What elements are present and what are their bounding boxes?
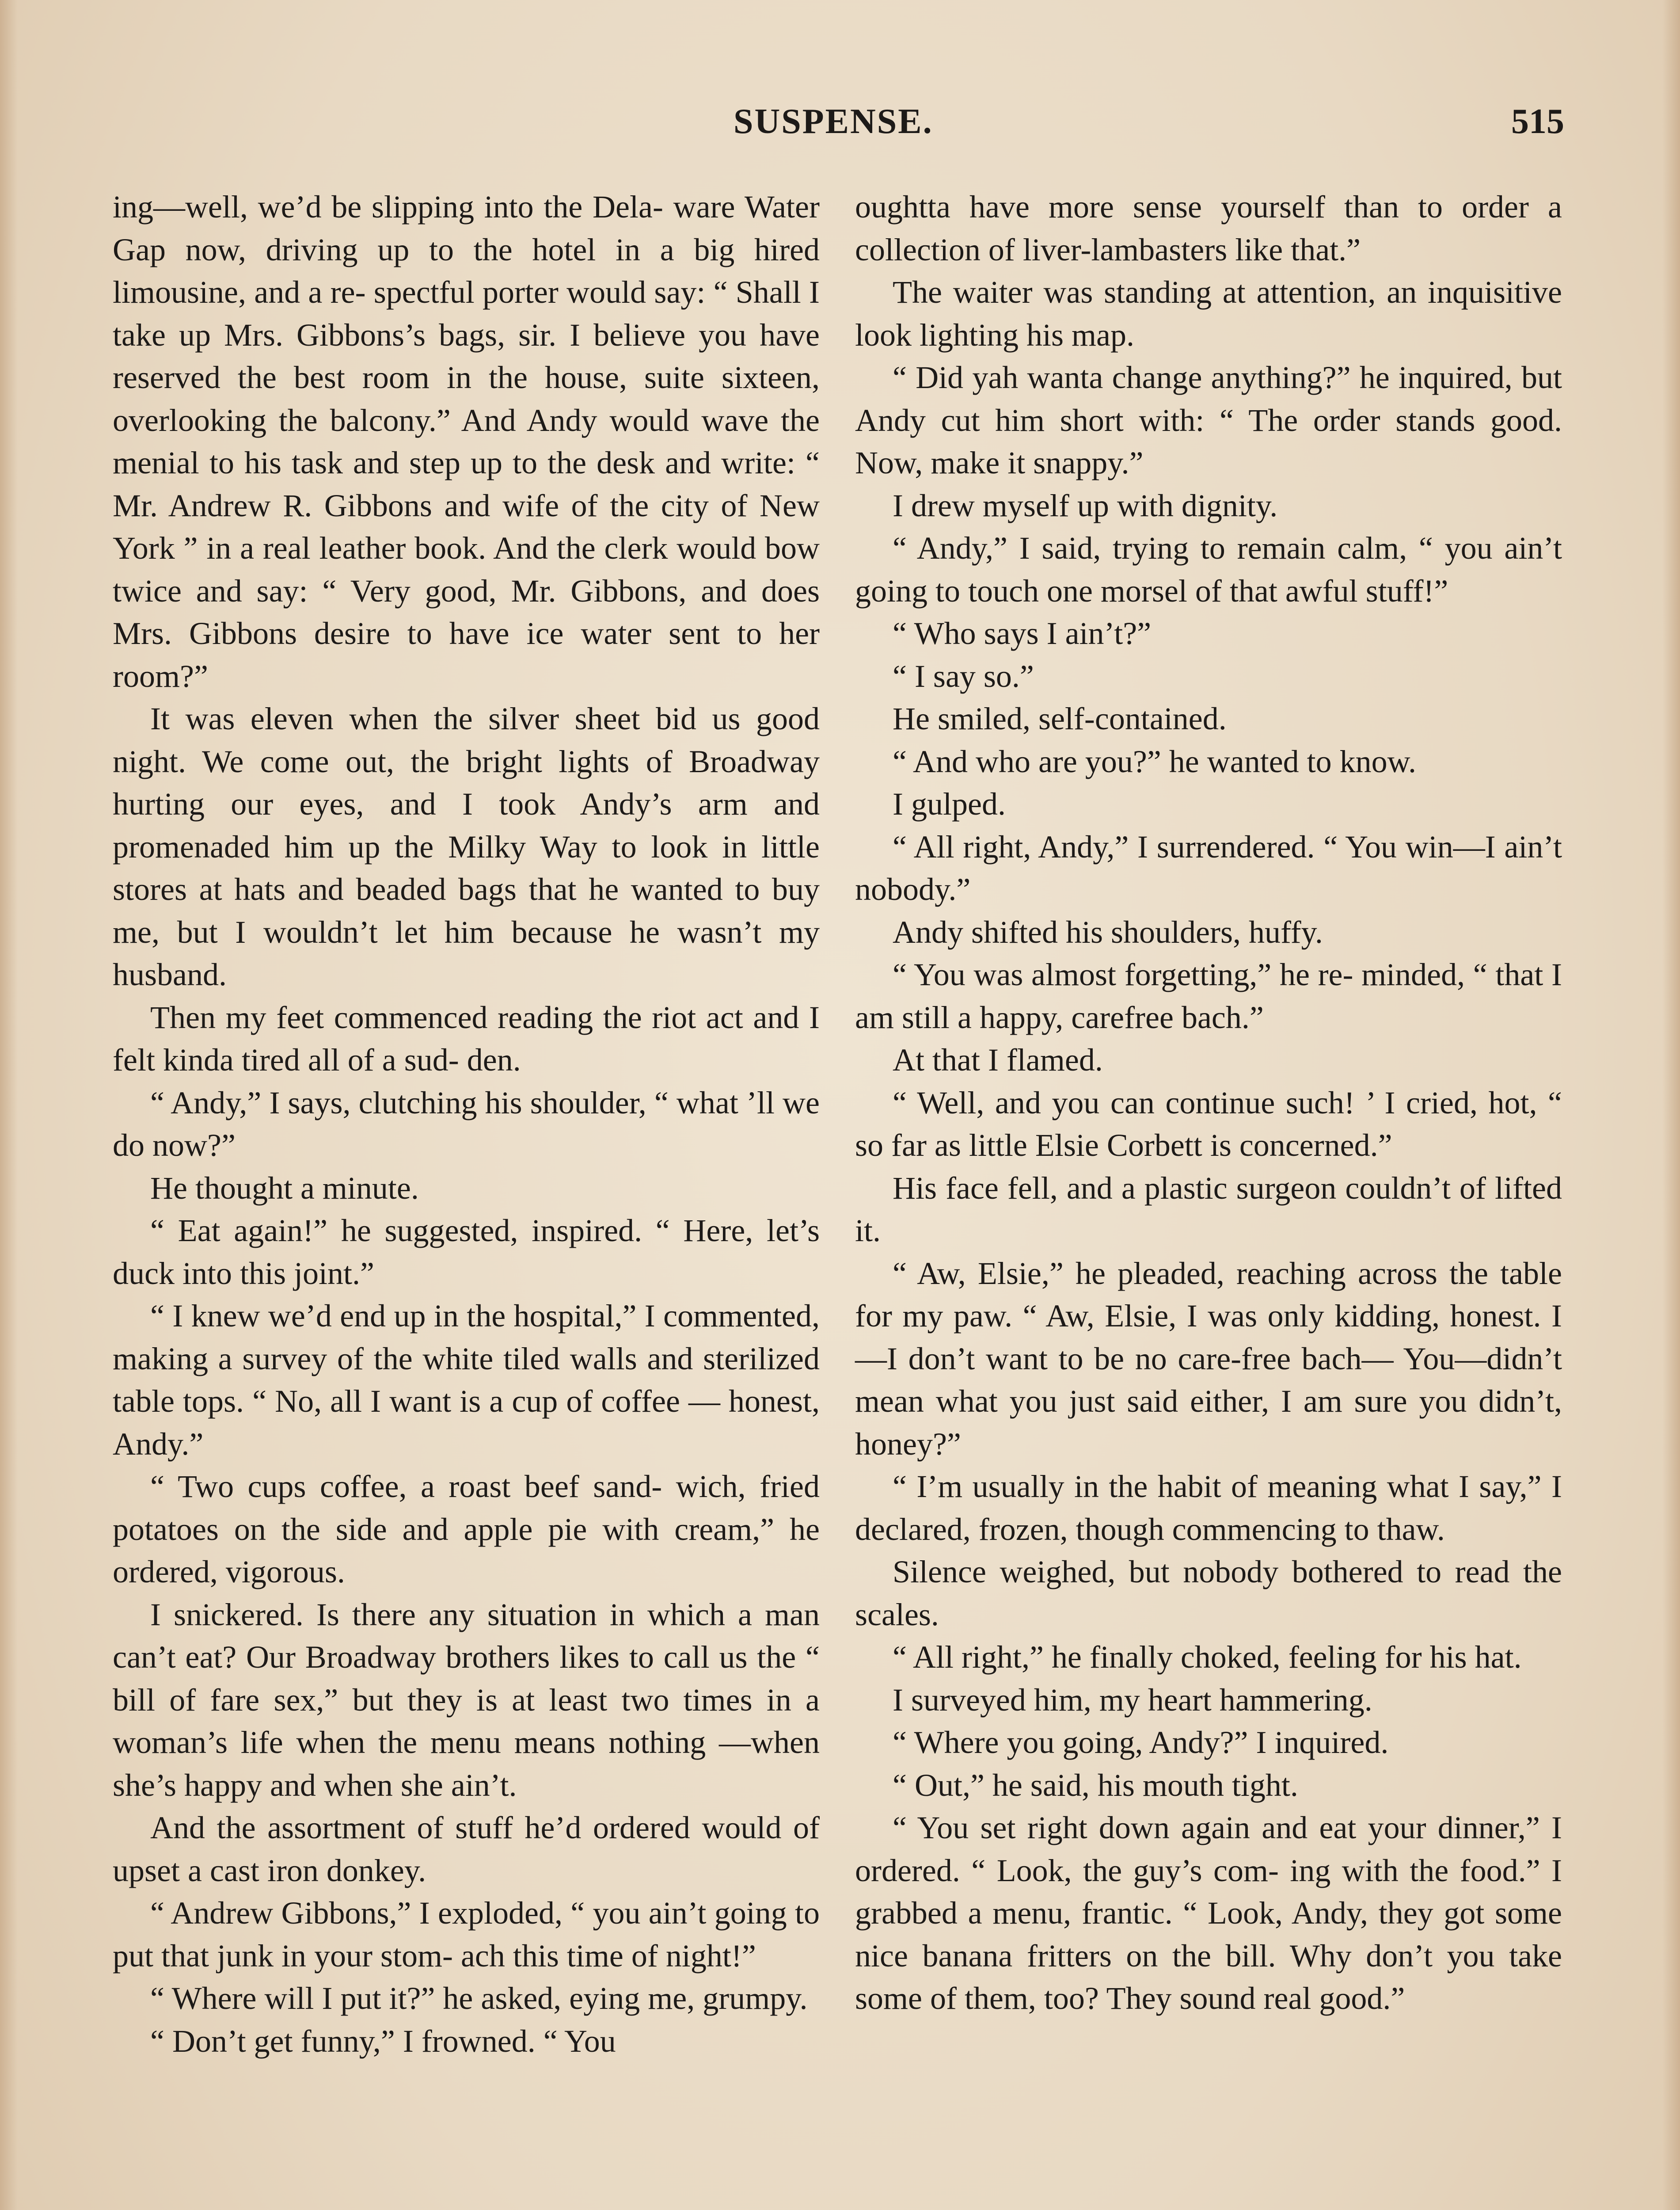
paragraph: “ Two cups coffee, a roast beef sand- wich, fried potatoes on the side and apple pie with cream,” he ordered, vigorous. bbox=[113, 1469, 820, 1589]
paragraph: “ Andy,” I said, trying to remain calm, “ you ain’t going to touch one morsel of that awful stuff!” bbox=[855, 530, 1562, 609]
paragraph: “ All right,” he finally choked, feeling for his hat. bbox=[893, 1639, 1522, 1675]
paragraph: “ Where will I put it?” he asked, eying me, grumpy. bbox=[150, 1981, 808, 2016]
page-edge-left bbox=[0, 0, 18, 2210]
paragraph: I snickered. Is there any situation in which a man can’t eat? Our Broadway brothers likes to call us the “ bill of fare sex,” but they is at least two times in a woman’s life when the menu means nothing —when she’s happy and when she ain’t. bbox=[113, 1597, 820, 1803]
paragraph: “ Don’t get funny,” I frowned. “ You bbox=[150, 2023, 616, 2059]
paragraph: He smiled, self-contained. bbox=[893, 701, 1227, 736]
page-edge-right bbox=[1662, 0, 1680, 2210]
paragraph: “ And who are you?” he wanted to know. bbox=[893, 743, 1416, 779]
paragraph: “ Well, and you can continue such! ’ I cried, hot, “ so far as little Elsie Corbett is concerned.” bbox=[855, 1085, 1562, 1163]
paragraph: “ Aw, Elsie,” he pleaded, reaching across the table for my paw. “ Aw, Elsie, I was only kidding, honest. I—I don’t want to be no care-free bach— You—didn’t mean what you just said either, I am sure you didn’t, honey?” bbox=[855, 1255, 1562, 1462]
paragraph: At that I flamed. bbox=[893, 1042, 1103, 1078]
paragraph: “ Did yah wanta change anything?” he inquired, but Andy cut him short with: “ The order stands good. Now, make it snappy.” bbox=[855, 360, 1562, 480]
paragraph: “ Andy,” I says, clutching his shoulder, “ what ’ll we do now?” bbox=[113, 1085, 820, 1163]
paragraph: And the assortment of stuff he’d ordered would of upset a cast iron donkey. bbox=[113, 1810, 820, 1888]
paragraph: Andy shifted his shoulders, huffy. bbox=[893, 914, 1323, 950]
paragraph: “ Where you going, Andy?” I inquired. bbox=[893, 1725, 1389, 1760]
paragraph: I gulped. bbox=[893, 786, 1006, 822]
paragraph: “ Eat again!” he suggested, inspired. “ Here, let’s duck into this joint.” bbox=[113, 1213, 820, 1291]
paragraph: I drew myself up with dignity. bbox=[893, 488, 1278, 523]
page-header bbox=[110, 102, 1564, 155]
paragraph: “ I say so.” bbox=[893, 658, 1034, 694]
paragraph: Silence weighed, but nobody bothered to read the scales. bbox=[855, 1554, 1562, 1632]
running-head: SUSPENSE. bbox=[734, 102, 933, 141]
paragraph: The waiter was standing at attention, an inquisitive look lighting his map. bbox=[855, 274, 1562, 353]
paragraph: His face fell, and a plastic surgeon couldn’t of lifted it. bbox=[855, 1170, 1562, 1248]
paragraph: ing—well, we’d be slipping into the Dela- ware Water Gap now, driving up to the hotel in a big hired limousine, and a re- spectful porter would say: “ Shall I take up Mrs. Gibbons’s bags, sir. I believe you have reserved the best room in the house, suite sixteen, overlooking the balcony.” And Andy would wave the menial to his task and step up to the desk and write: “ Mr. Andrew R. Gibbons and wife of the city of New York ” in a real leather book. And the clerk would bow twice and say: “ Very good, Mr. Gibbons, and does Mrs. Gibbons desire to have ice water sent to her room?” bbox=[113, 189, 820, 694]
paragraph: I surveyed him, my heart hammering. bbox=[893, 1682, 1372, 1718]
paragraph: “ You set right down again and eat your dinner,” I ordered. “ Look, the guy’s com- ing with the food.” I grabbed a menu, frantic. “ Look, Andy, they got some nice banana fritters on the bill. Why don’t you take some of them, too? They sound real good.” bbox=[855, 1810, 1562, 2016]
paragraph: “ Out,” he said, his mouth tight. bbox=[893, 1767, 1298, 1803]
paragraph: Then my feet commenced reading the riot act and I felt kinda tired all of a sud- den. bbox=[113, 999, 820, 1078]
paragraph: “ Who says I ain’t?” bbox=[893, 616, 1152, 651]
paragraph: It was eleven when the silver sheet bid us good night. We come out, the bright lights of Broadway hurting our eyes, and I took Andy’s arm and promenaded him up the Milky Way to look in little stores at hats and beaded bags that he wanted to buy me, but I wouldn’t let him because he wasn’t my husband. bbox=[113, 701, 820, 992]
page-number: 515 bbox=[1511, 102, 1564, 141]
paragraph: He thought a minute. bbox=[150, 1170, 419, 1206]
paragraph: “ I knew we’d end up in the hospital,” I commented, making a survey of the white tiled walls and sterilized table tops. “ No, all I want is a cup of coffee — honest, Andy.” bbox=[113, 1298, 820, 1462]
right-column bbox=[855, 186, 1562, 2020]
paragraph: “ Andrew Gibbons,” I exploded, “ you ain’t going to put that junk in your stom- ach this time of night!” bbox=[113, 1895, 820, 1974]
paragraph: “ I’m usually in the habit of meaning what I say,” I declared, frozen, though commencing to thaw. bbox=[855, 1469, 1562, 1547]
paragraph: “ You was almost forgetting,” he re- minded, “ that I am still a happy, carefree bach.” bbox=[855, 957, 1562, 1035]
paragraph: “ All right, Andy,” I surrendered. “ You win—I ain’t nobody.” bbox=[855, 829, 1562, 907]
left-column bbox=[113, 186, 820, 2062]
paragraph: oughtta have more sense yourself than to order a collection of liver-lambasters like that.” bbox=[855, 189, 1562, 267]
